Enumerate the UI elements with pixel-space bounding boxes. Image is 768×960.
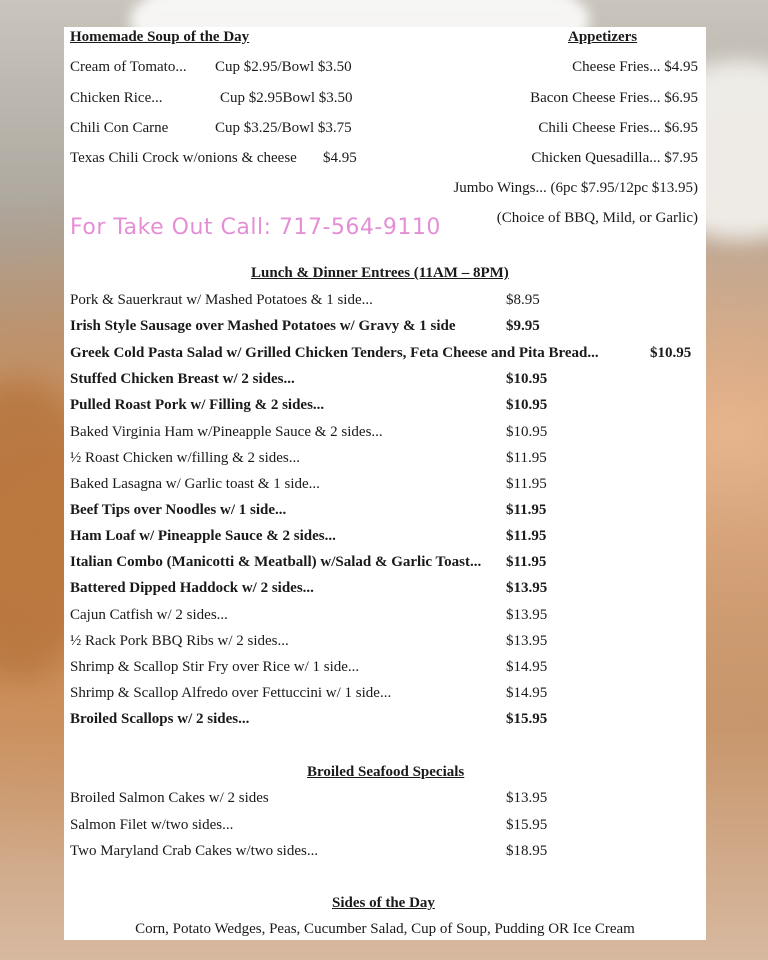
soup-item-name: Texas Chili Crock w/onions & cheese: [70, 150, 297, 166]
seafood-price: $13.95: [506, 790, 548, 806]
entree-price: $11.95: [506, 450, 547, 466]
appetizer-item: Jumbo Wings... (6pc $7.95/12pc $13.95): [453, 180, 698, 196]
entree-name: Broiled Scallops w/ 2 sides...: [70, 711, 250, 727]
entree-name: Irish Style Sausage over Mashed Potatoes w/ Gravy & 1 side: [70, 318, 456, 334]
seafood-price: $15.95: [506, 817, 548, 833]
soup-item-price: Cup $2.95/Bowl $3.50: [215, 59, 352, 75]
entree-price: $13.95: [506, 633, 548, 649]
entree-name: Ham Loaf w/ Pineapple Sauce & 2 sides...: [70, 528, 336, 544]
entree-name: Battered Dipped Haddock w/ 2 sides...: [70, 580, 314, 596]
soup-heading: Homemade Soup of the Day: [70, 29, 250, 45]
entree-name: ½ Rack Pork BBQ Ribs w/ 2 sides...: [70, 633, 289, 649]
entree-name: Shrimp & Scallop Alfredo over Fettuccini w/ 1 side...: [70, 685, 392, 701]
entree-price: $14.95: [506, 685, 548, 701]
entree-price: $11.95: [506, 502, 547, 518]
entree-name: Pulled Roast Pork w/ Filling & 2 sides...: [70, 397, 325, 413]
menu-sheet: [64, 27, 706, 940]
soup-item-price: Cup $2.95Bowl $3.50: [220, 90, 353, 106]
entree-price: $13.95: [506, 580, 548, 596]
takeout-phone: For Take Out Call: 717-564-9110: [70, 215, 441, 240]
entree-price: $11.95: [506, 528, 547, 544]
appetizer-item: Bacon Cheese Fries... $6.95: [530, 90, 698, 106]
appetizer-item: Chicken Quesadilla... $7.95: [531, 150, 698, 166]
sides-text: Corn, Potato Wedges, Peas, Cucumber Salad, Cup of Soup, Pudding OR Ice Cream: [135, 921, 635, 937]
entree-name: Cajun Catfish w/ 2 sides...: [70, 607, 228, 623]
entree-name: Pork & Sauerkraut w/ Mashed Potatoes & 1 side...: [70, 292, 373, 308]
entree-price: $15.95: [506, 711, 548, 727]
soup-item-price: $4.95: [323, 150, 357, 166]
entree-name: Baked Lasagna w/ Garlic toast & 1 side...: [70, 476, 320, 492]
soup-item-name: Chicken Rice...: [70, 90, 163, 106]
entree-name: ½ Roast Chicken w/filling & 2 sides...: [70, 450, 300, 466]
entree-price: $10.95: [506, 424, 548, 440]
entree-price: $10.95: [506, 397, 548, 413]
soup-item-name: Cream of Tomato...: [70, 59, 187, 75]
entree-price: $10.95: [506, 371, 548, 387]
entree-name: Baked Virginia Ham w/Pineapple Sauce & 2 sides...: [70, 424, 383, 440]
soup-item-price: Cup $3.25/Bowl $3.75: [215, 120, 352, 136]
entrees-heading: Lunch & Dinner Entrees (11AM – 8PM): [251, 265, 509, 281]
sides-heading: Sides of the Day: [332, 895, 435, 911]
appetizer-note: (Choice of BBQ, Mild, or Garlic): [496, 210, 698, 226]
entree-name: Italian Combo (Manicotti & Meatball) w/Salad & Garlic Toast...: [70, 554, 482, 570]
entree-price: $11.95: [506, 476, 547, 492]
entree-price: $9.95: [506, 318, 540, 334]
entree-price: $14.95: [506, 659, 548, 675]
entree-name: Greek Cold Pasta Salad w/ Grilled Chicken Tenders, Feta Cheese and Pita Bread...: [70, 345, 599, 361]
entree-price: $8.95: [506, 292, 540, 308]
seafood-name: Broiled Salmon Cakes w/ 2 sides: [70, 790, 269, 806]
entree-price: $13.95: [506, 607, 548, 623]
seafood-name: Salmon Filet w/two sides...: [70, 817, 234, 833]
entree-name: Shrimp & Scallop Stir Fry over Rice w/ 1 side...: [70, 659, 360, 675]
appetizer-item: Cheese Fries... $4.95: [572, 59, 698, 75]
entree-price: $10.95: [650, 345, 692, 361]
entree-price: $11.95: [506, 554, 547, 570]
seafood-heading: Broiled Seafood Specials: [307, 764, 465, 780]
seafood-name: Two Maryland Crab Cakes w/two sides...: [70, 843, 319, 859]
entree-name: Beef Tips over Noodles w/ 1 side...: [70, 502, 287, 518]
entree-name: Stuffed Chicken Breast w/ 2 sides...: [70, 371, 295, 387]
appetizer-item: Chili Cheese Fries... $6.95: [538, 120, 698, 136]
soup-item-name: Chili Con Carne: [70, 120, 169, 136]
seafood-price: $18.95: [506, 843, 548, 859]
appetizers-heading: Appetizers: [568, 29, 638, 45]
